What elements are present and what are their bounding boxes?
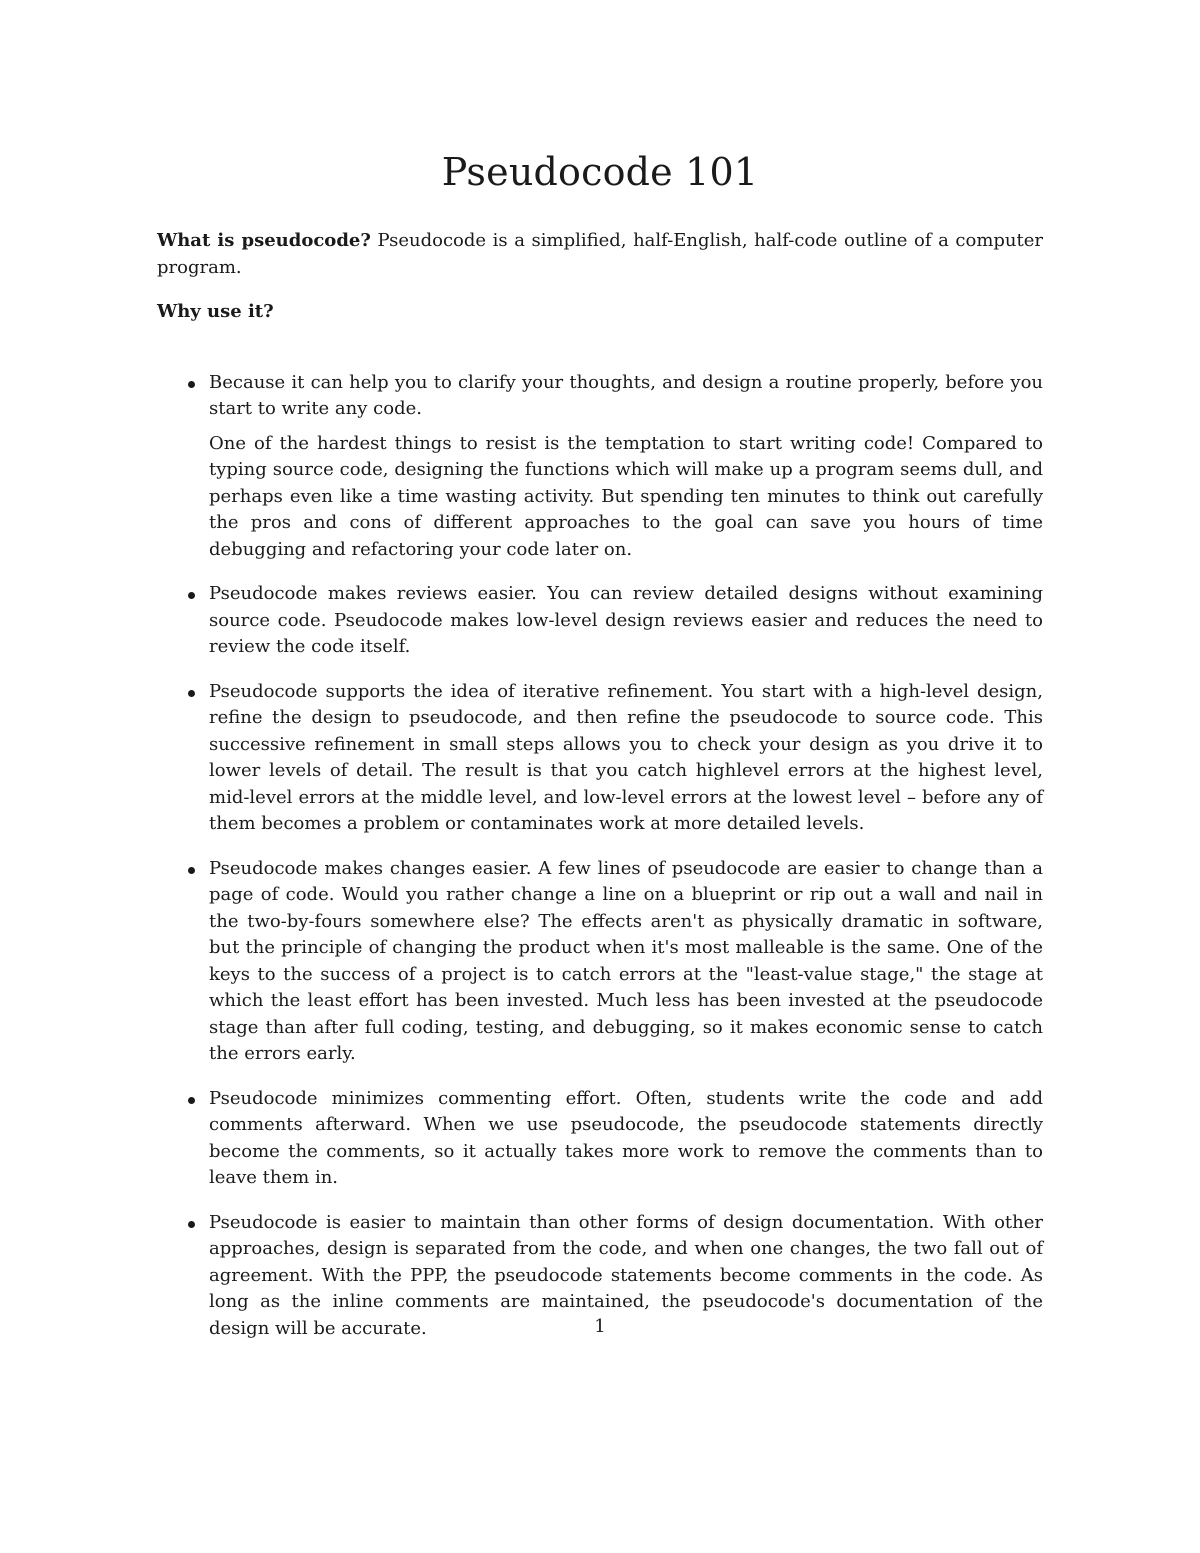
reasons-list xyxy=(157,370,1043,1343)
page-number: 1 xyxy=(594,1316,606,1337)
list-item-text: Because it can help you to clarify your thoughts, and design a routine properly, before you start to write any code. xyxy=(209,371,1043,419)
bullet-icon xyxy=(188,867,195,874)
intro-paragraph xyxy=(157,228,1043,281)
bullet-icon xyxy=(188,1221,195,1228)
bullet-icon xyxy=(188,381,195,388)
list-item xyxy=(157,679,1043,838)
list-item-subparagraph: One of the hardest things to resist is the temptation to start writing code! Compared to typing source code, designing the functions which will make up a program seems dull, and perhaps even like a time wasting activity. But spending ten minutes to think out carefully the pros and cons of different approaches to the goal can save you hours of time debugging and refactoring your code later on. xyxy=(209,432,1043,560)
intro-lead: What is pseudocode? xyxy=(157,230,371,251)
why-heading: Why use it? xyxy=(157,301,274,322)
list-item xyxy=(157,581,1043,661)
intro-text: Pseudocode is a simplified, half-English, half-code outline of a computer program. xyxy=(157,230,1044,278)
list-item-text: Pseudocode makes reviews easier. You can review detailed designs without examining source code. Pseudocode makes low-level design reviews easier and reduces the need to review the code itself. xyxy=(209,583,1043,657)
list-item xyxy=(157,1086,1043,1192)
list-item xyxy=(157,370,1043,564)
list-item-text: Pseudocode makes changes easier. A few lines of pseudocode are easier to change than a page of code. Would you rather change a line on a blueprint or rip out a wall and nail in the two-by-fours somewhere else? The effects aren't as physically dramatic in software, but the principle of changing the product when it's most malleable is the same. One of the keys to the success of a project is to catch errors at the "least-value stage," the stage at which the least effort has been invested. Much less has been invested at the pseudocode stage than after full coding, testing, and debugging, so it makes economic sense to catch the errors early. xyxy=(209,857,1043,1064)
bullet-icon xyxy=(188,690,195,697)
bullet-icon xyxy=(188,1097,195,1104)
list-item-text: Pseudocode is easier to maintain than other forms of design documentation. With other approaches, design is separated from the code, and when one changes, the two fall out of agreement. With the PPP, the pseudocode statements become comments in the code. As long as the inline comments are maintained, the pseudocode's documentation of the design will be accurate. xyxy=(209,1211,1043,1339)
document-body xyxy=(157,228,1043,1360)
bullet-icon xyxy=(188,592,195,599)
list-item-text: Pseudocode supports the idea of iterative refinement. You start with a high-level design, refine the design to pseudocode, and then refine the pseudocode to source code. This successive refinement in small steps allows you to check your design as you drive it to lower levels of detail. The result is that you catch highlevel errors at the highest level, mid-level errors at the middle level, and low-level errors at the lowest level – before any of them becomes a problem or contaminates work at more detailed levels. xyxy=(209,680,1043,834)
list-item xyxy=(157,856,1043,1068)
document-title: Pseudocode 101 xyxy=(441,150,759,194)
list-item-text: Pseudocode minimizes commenting effort. Often, students write the code and add comments afterward. When we use pseudocode, the pseudocode statements directly become the comments, so it actually takes more work to remove the comments than to leave them in. xyxy=(209,1087,1043,1188)
